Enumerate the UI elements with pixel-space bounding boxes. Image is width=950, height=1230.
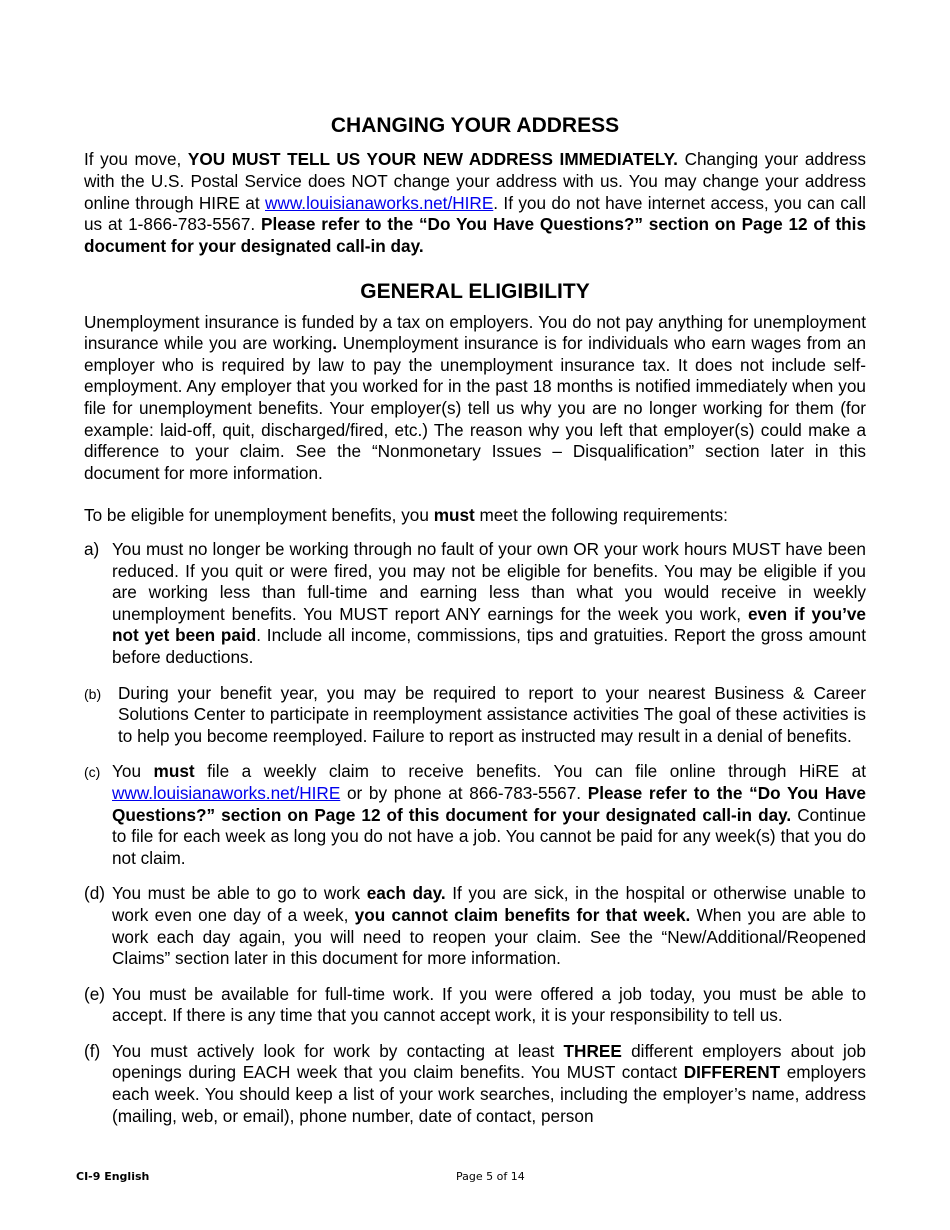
item-marker: (f): [84, 1040, 101, 1061]
bold-text: .: [332, 333, 338, 354]
text: To be eligible for unemployment benefits, you: [84, 505, 434, 526]
bold-text: DIFFERENT: [683, 1062, 781, 1083]
text: You must be available for full-time work. If you were offered a job today, you must be able to accept. If there is any time that you cannot accept work, it is your responsibility to tell us.: [112, 983, 866, 1026]
document-page: [84, 112, 866, 1141]
page-number: Page 5 of 14: [456, 1170, 525, 1183]
section-changing-address: [84, 112, 866, 257]
item-text: [118, 683, 866, 748]
bold-text: you cannot claim benefits for that week.: [354, 904, 691, 925]
text: or by phone at 866-783-5567.: [340, 782, 588, 803]
hire-link[interactable]: www.louisianaworks.net/HIRE: [265, 192, 494, 213]
requirement-item-e: [84, 984, 866, 1027]
bold-text: each day.: [366, 883, 446, 904]
bold-text: even if you’ve not yet been paid: [112, 603, 866, 646]
item-marker: (c): [84, 764, 101, 781]
address-paragraph: [84, 149, 866, 257]
text: You must no longer be working through no fault of your own OR your work hours MUST have been reduced. If you quit or were fired, you may not be eligible for benefits. You may be eligible if you are working less than full-time and earning less than what you would receive in weekly unemployment benefits. You MUST report ANY earnings for the week you work,: [112, 539, 866, 624]
requirement-item-b: [84, 683, 866, 748]
text: You must be able to go to work: [112, 883, 367, 904]
item-marker: (e): [84, 983, 106, 1004]
text: employers each week. You should keep a list of your work searches, including the employer’s name, address (mailing, web, or email), phone number, date of contact, person: [112, 1062, 866, 1126]
bold-text: Please refer to the “Do You Have Questions?” section on Page 12 of this document for your designated call-in day.: [84, 214, 866, 256]
section-title: GENERAL ELIGIBILITY: [360, 280, 590, 304]
item-text: [112, 761, 866, 869]
requirement-item-d: [84, 883, 866, 969]
text: different employers about job openings during EACH week that you claim benefits. You MUST contact: [112, 1040, 866, 1083]
hire-link[interactable]: www.louisianaworks.net/HIRE: [112, 782, 341, 803]
item-text: [112, 984, 866, 1027]
text: Unemployment insurance is for individuals who earn wages from an employer who is required by law to pay the unemployment insurance tax. It does not include self-employment. Any employer that you worked for in the past 18 months is notified immediately when you file for unemployment benefits. Your employer(s) tell us why you are no longer working for them (for example: laid-off, quit, discharged/fired, etc.) The reason why you left that employer(s) could make a difference to your claim. See the “Nonmonetary Issues – Disqualification” section later in this document for more information.: [84, 333, 866, 483]
text: file a weekly claim to receive benefits. You can file online through HiRE at: [194, 761, 866, 782]
text: If you move,: [84, 149, 188, 170]
bold-text: YOU MUST TELL US YOUR NEW ADDRESS IMMEDIATELY.: [187, 149, 678, 170]
bold-text: must: [433, 505, 475, 526]
requirement-item-f: [84, 1041, 866, 1127]
item-marker: (b): [84, 685, 102, 702]
text: meet the following requirements:: [474, 505, 728, 526]
section-title: CHANGING YOUR ADDRESS: [330, 114, 620, 137]
text: You: [112, 761, 154, 782]
bold-text: must: [153, 761, 195, 782]
text: You must actively look for work by contacting at least: [112, 1040, 564, 1061]
item-text: [112, 883, 866, 969]
section-general-eligibility: [84, 278, 866, 1127]
bold-text: THREE: [563, 1040, 622, 1061]
text: . If you do not have internet access, you can call us at 1-866-783-5567.: [84, 192, 866, 235]
text: . Include all income, commissions, tips and gratuities. Report the gross amount before deductions.: [112, 625, 866, 667]
text: During your benefit year, you may be required to report to your nearest Business & Career Solutions Center to participate in reemployment assistance activities The goal of these activities is to help you become reemployed. Failure to report as instructed may result in a denial of benefits.: [118, 682, 866, 746]
text: When you are able to work each day again, you will need to reopen your claim. See the “New/Additional/Reopened Claims” section later in this document for more information.: [112, 904, 866, 969]
text: Continue to file for each week as long you do not have a job. You cannot be paid for any week(s) that you do not claim.: [112, 804, 866, 868]
requirements-intro: [84, 505, 866, 527]
requirement-item-a: [84, 539, 866, 669]
text: Unemployment insurance is funded by a tax on employers. You do not pay anything for unemployment insurance while you are working: [84, 311, 866, 354]
text: Changing your address with the U.S. Postal Service does NOT change your address with us. You may change your address online through HIRE at: [84, 149, 866, 213]
text: If you are sick, in the hospital or otherwise unable to work even one day of a week,: [112, 883, 866, 925]
item-text: [112, 1041, 866, 1127]
item-marker: a): [84, 539, 100, 559]
form-id: CI-9 English: [76, 1170, 150, 1183]
bold-text: Please refer to the “Do You Have Questions?” section on Page 12 of this document for your designated call-in day.: [112, 782, 866, 825]
requirement-item-c: [84, 761, 866, 869]
eligibility-paragraph: [84, 312, 866, 485]
item-marker: (d): [84, 883, 106, 904]
item-text: [112, 539, 866, 669]
